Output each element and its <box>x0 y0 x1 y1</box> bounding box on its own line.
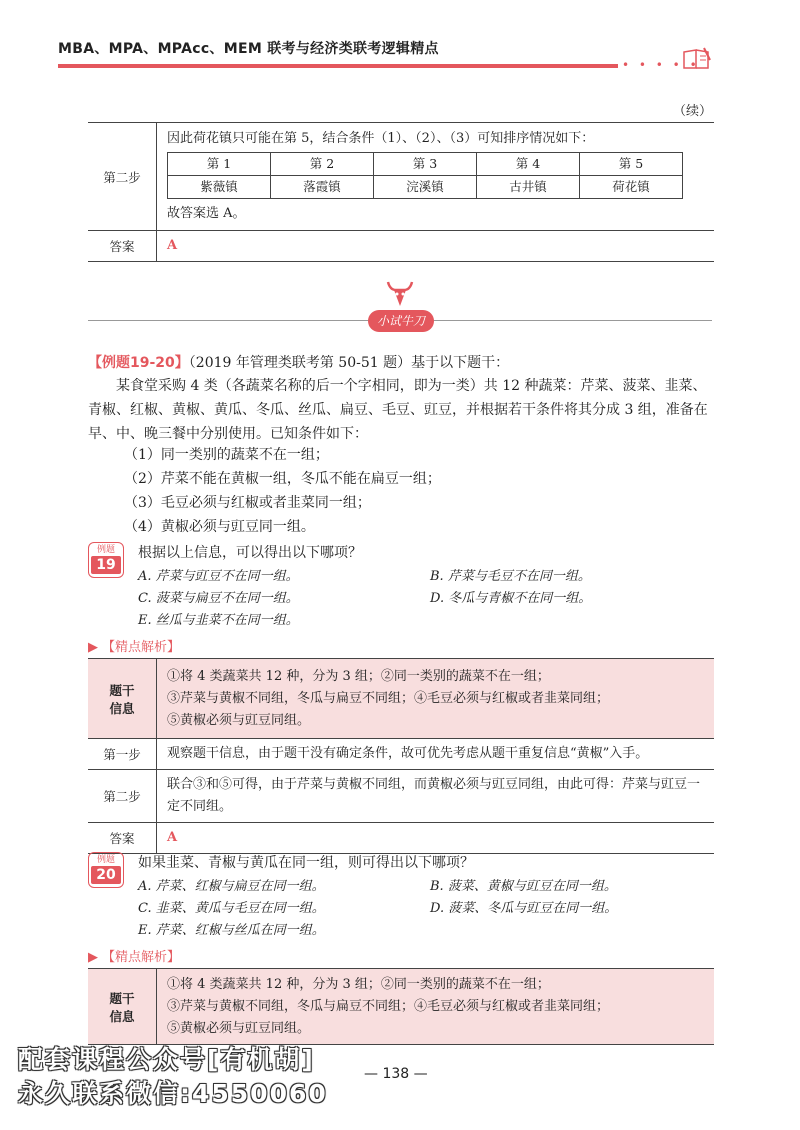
order-header: 第 1 <box>168 153 271 176</box>
info-label: 题干 信息 <box>88 969 157 1045</box>
step1-label: 第一步 <box>88 739 157 770</box>
order-header: 第 2 <box>271 153 374 176</box>
triangle-icon: ▶ <box>88 640 98 655</box>
q20-option-d: D. 菠菜、冬瓜与豇豆在同一组。 <box>430 901 618 916</box>
info-label: 题干 信息 <box>88 659 157 739</box>
continued-label: （续） <box>672 104 712 119</box>
order-value: 荷花镇 <box>580 176 683 199</box>
book-pen-icon <box>682 46 712 70</box>
badge-number: 19 <box>91 556 121 574</box>
info-line: ③芹菜与黄椒不同组，冬瓜与扁豆不同组；④毛豆必须与红椒或者韭菜同组； <box>167 690 610 706</box>
step2-label: 第二步 <box>88 123 157 231</box>
q20-solution-table <box>88 968 714 1045</box>
question-19-text: 根据以上信息，可以得出以下哪项？ <box>138 545 362 561</box>
answer-value: A <box>157 231 715 262</box>
condition-item: （2）芹菜不能在黄椒一组，冬瓜不能在扁豆一组； <box>124 471 441 487</box>
q20-option-a: A. 芹菜、红椒与扁豆在同一组。 <box>138 879 325 894</box>
order-value: 古井镇 <box>477 176 580 199</box>
example-heading <box>88 352 509 372</box>
watermark-line-2: 永久联系微信:4550060 <box>18 1079 328 1108</box>
question-19-badge <box>88 542 124 578</box>
condition-item: （1）同一类别的蔬菜不在一组； <box>124 447 329 463</box>
header-dots: • • • • • <box>622 58 700 72</box>
question-20-badge <box>88 852 124 888</box>
answer-label: 答案 <box>88 231 157 262</box>
section-badge: 小试牛刀 <box>368 310 434 332</box>
answer-value: A <box>157 823 715 854</box>
q20-option-e: E. 芹菜、红椒与丝瓜在同一组。 <box>138 923 325 938</box>
order-header: 第 5 <box>580 153 683 176</box>
order-header: 第 4 <box>477 153 580 176</box>
step2-intro: 因此荷花镇只可能在第 5，结合条件（1）、（2）、（3）可知排序情况如下： <box>167 131 595 146</box>
q19-option-c: C. 菠菜与扁豆不在同一组。 <box>138 591 299 606</box>
header-rule <box>58 64 618 68</box>
order-value: 紫薇镇 <box>168 176 271 199</box>
answer-label: 答案 <box>88 823 157 854</box>
page-number: — 138 — <box>364 1066 428 1082</box>
step2-conclusion: 故答案选 A。 <box>167 206 246 221</box>
q19-solution-table <box>88 658 714 854</box>
order-header: 第 3 <box>374 153 477 176</box>
info-line: ①将 4 类蔬菜共 12 种，分为 3 组；②同一类别的蔬菜不在一组； <box>167 668 550 684</box>
step2-content: 联合③和⑤可得，由于芹菜与黄椒不同组，而黄椒必须与豇豆同组，由此可得：芹菜与豇豆一定不同组。 <box>157 770 715 823</box>
info-line: ⑤黄椒必须与豇豆同组。 <box>167 712 311 728</box>
info-content <box>157 659 715 739</box>
info-line: ⑤黄椒必须与豇豆同组。 <box>167 1020 311 1036</box>
order-value: 浣溪镇 <box>374 176 477 199</box>
triangle-icon: ▶ <box>88 950 98 965</box>
q19-analysis-title <box>88 636 180 655</box>
condition-item: （3）毛豆必须与红椒或者韭菜同一组； <box>124 495 371 511</box>
step1-content: 观察题干信息，由于题干没有确定条件，故可优先考虑从题干重复信息“黄椒”入手。 <box>157 739 715 770</box>
q19-option-e: E. 丝瓜与韭菜不在同一组。 <box>138 613 299 628</box>
prev-solution-table <box>88 122 714 262</box>
q20-option-b: B. 菠菜、黄椒与豇豆在同一组。 <box>430 879 617 894</box>
info-line: ③芹菜与黄椒不同组，冬瓜与扁豆不同组；④毛豆必须与红椒或者韭菜同组； <box>167 998 610 1014</box>
order-table <box>167 152 683 199</box>
step2-content <box>157 123 715 231</box>
analysis-title-text: 【精点解析】 <box>102 640 181 655</box>
info-content <box>157 969 715 1045</box>
example-stem: 某食堂采购 4 类（各蔬菜名称的后一个字相同，即为一类）共 12 种蔬菜：芹菜、菠菜、韭菜、青椒、红椒、黄椒、黄瓜、冬瓜、丝瓜、扁豆、毛豆、豇豆，并根据若干条件将其分成 3 组，准备在早、中、晚三餐中分别使用。已知条件如下： <box>88 378 708 442</box>
badge-label: 例题 <box>96 545 115 555</box>
order-value: 落霞镇 <box>271 176 374 199</box>
question-20-text: 如果韭菜、青椒与黄瓜在同一组，则可得出以下哪项？ <box>138 855 474 871</box>
badge-label: 例题 <box>96 855 115 865</box>
q20-analysis-title <box>88 946 180 965</box>
q20-option-c: C. 韭菜、黄瓜与毛豆在同一组。 <box>138 901 325 916</box>
info-line: ①将 4 类蔬菜共 12 种，分为 3 组；②同一类别的蔬菜不在一组； <box>167 976 550 992</box>
q19-option-b: B. 芹菜与毛豆不在同一组。 <box>430 569 591 584</box>
q19-option-a: A. 芹菜与豇豆不在同一组。 <box>138 569 299 584</box>
example-tag: 【例题19-20】 <box>88 355 189 371</box>
badge-number: 20 <box>91 866 121 884</box>
example-source: （2019 年管理类联考第 50-51 题）基于以下题干： <box>188 355 510 371</box>
bull-head-icon <box>384 280 416 308</box>
condition-item: （4）黄椒必须与豇豆同一组。 <box>124 519 315 535</box>
analysis-title-text: 【精点解析】 <box>102 950 181 965</box>
q19-option-d: D. 冬瓜与青椒不在同一组。 <box>430 591 592 606</box>
running-header: MBA、MPA、MPAcc、MEM 联考与经济类联考逻辑精点 <box>58 41 439 57</box>
step2-label: 第二步 <box>88 770 157 823</box>
watermark-line-1: 配套课程公众号[有机胡] <box>18 1045 315 1074</box>
